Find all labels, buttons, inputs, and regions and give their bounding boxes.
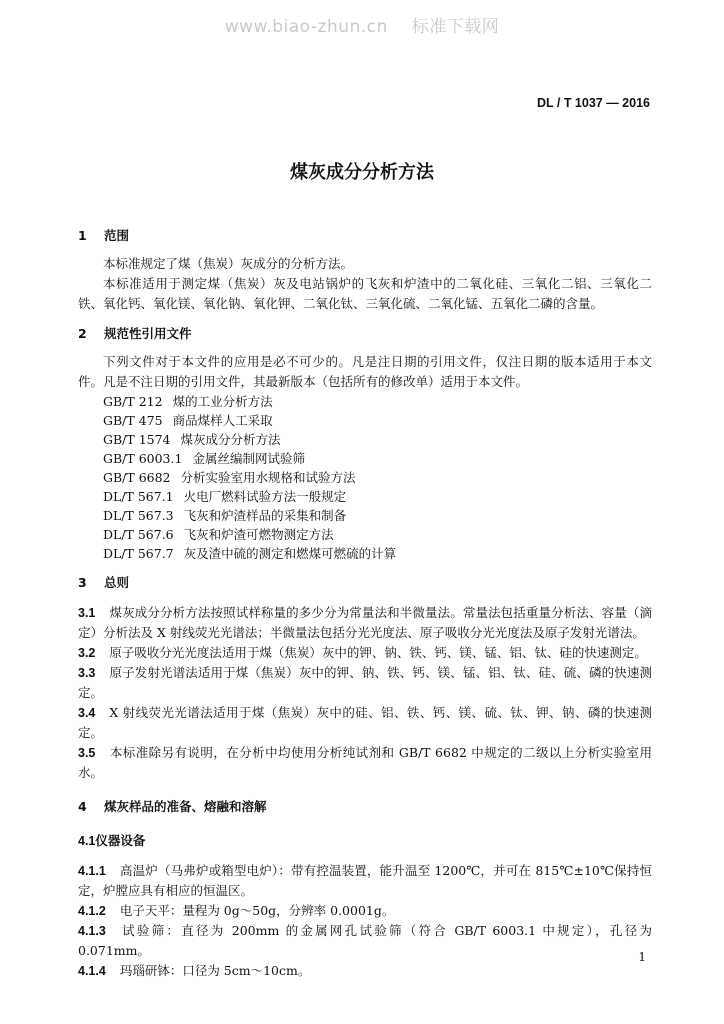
clause-text: 试验筛：直径为 200mm 的金属网孔试验筛（符合 GB/T 6003.1 中规定），孔径为 0.071mm。 [78,923,652,958]
document-body [78,226,652,981]
section-number: 1 [78,228,87,243]
section-2-heading [78,324,652,344]
clause-text: 原子发射光谱法适用于煤（焦炭）灰中的钾、钠、铁、钙、镁、锰、铝、钛、硅、硫、磷的快速测定。 [78,665,652,700]
paragraph: 下列文件对于本文件的应用是必不可少的。凡是注日期的引用文件，仅注日期的版本适用于本文件。凡是不注日期的引用文件，其最新版本（包括所有的修改单）适用于本文件。 [78,354,652,389]
clause-text: 原子吸收分光光度法适用于煤（焦炭）灰中的钾、钠、铁、钙、镁、锰、铝、钛、硅的快速测定。 [109,645,647,660]
reference-list [78,392,652,563]
clause-text: 本标准除另有说明，在分析中均使用分析纯试剂和 GB/T 6682 中规定的二级以上分析实验室用水。 [78,745,652,780]
reference-item [103,392,652,411]
clause-number: 3.2 [78,646,96,660]
subsection-title: 仪器设备 [95,833,146,848]
section-number: 2 [78,326,87,341]
clause-number: 4.1.4 [78,964,106,978]
reference-item [103,506,652,525]
reference-title: 飞灰和炉渣样品的采集和制备 [183,508,347,523]
document-number: DL / T 1037 — 2016 [536,96,650,110]
reference-item [103,430,652,449]
reference-code: GB/T 1574 [103,432,171,447]
clause [78,603,652,643]
reference-code: GB/T 6682 [103,470,171,485]
reference-title: 分析实验室用水规格和试验方法 [180,470,356,485]
section-4-heading [78,797,652,817]
subsection-number: 4.1 [78,834,96,848]
reference-title: 商品煤样人工采取 [172,413,273,428]
reference-item [103,544,652,563]
reference-code: GB/T 212 [103,394,163,409]
reference-code: DL/T 567.7 [103,546,174,561]
clause-number: 4.1.1 [78,864,106,878]
reference-item [103,468,652,487]
clause-number: 3.1 [78,606,96,620]
watermark-site: www.biao-zhun.cn [224,17,388,37]
watermark-name: 标准下载网 [411,17,500,37]
section-number: 3 [78,575,87,590]
section-1-heading [78,226,652,246]
section-number: 4 [78,799,87,814]
clause-number: 4.1.2 [78,904,106,918]
reference-code: DL/T 567.1 [103,489,174,504]
section-title: 总则 [104,575,130,590]
reference-item [103,449,652,468]
clause-number: 3.3 [78,666,96,680]
paragraph: 本标准适用于测定煤（焦炭）灰及电站锅炉的飞灰和炉渣中的二氧化硅、三氧化二铝、三氧化二铁、氧化钙、氧化镁、氧化钠、氧化钾、二氧化钛、三氧化硫、二氧化锰、五氧化二磷的含量。 [78,276,652,311]
section-title: 规范性引用文件 [104,326,192,341]
clause-text: 玛瑙研钵：口径为 5cm～10cm。 [119,963,311,978]
clause [78,861,652,901]
document-title: 煤灰成分分析方法 [290,162,434,183]
reference-code: DL/T 567.3 [103,508,174,523]
watermark [0,12,724,37]
clause [78,921,652,961]
clause [78,743,652,783]
reference-code: DL/T 567.6 [103,527,174,542]
reference-item [103,411,652,430]
reference-item [103,487,652,506]
clause [78,901,652,921]
clause-number: 4.1.3 [78,924,106,938]
clause [78,703,652,743]
clause [78,643,652,663]
reference-title: 煤灰成分分析方法 [180,432,281,447]
clause-text: 煤灰成分分析方法按照试样称量的多少分为常量法和半微量法。常量法包括重量分析法、容量（滴定）分析法及 X 射线荧光光谱法；半微量法包括分光光度法、原子吸收分光光度法及原子发射光谱法。 [78,605,652,640]
reference-code: GB/T 6003.1 [103,451,183,466]
reference-code: GB/T 475 [103,413,163,428]
clause-number: 3.5 [78,746,96,760]
section-title: 煤灰样品的准备、熔融和溶解 [104,799,267,814]
subsection-4-1-heading [78,831,652,851]
clause-text: 高温炉（马弗炉或箱型电炉）：带有控温装置，能升温至 1200℃，并可在 815℃±10℃保持恒定，炉膛应具有相应的恒温区。 [78,863,652,898]
clause-text: 电子天平：量程为 0g～50g，分辨率 0.0001g。 [119,903,395,918]
section-3-heading [78,573,652,593]
page-number: 1 [638,950,646,964]
clause [78,663,652,703]
reference-title: 灰及渣中硫的测定和燃煤可燃硫的计算 [183,546,397,561]
reference-title: 煤的工业分析方法 [172,394,273,409]
clause [78,961,652,981]
paragraph: 本标准规定了煤（焦炭）灰成分的分析方法。 [103,256,354,271]
clause-number: 3.4 [78,706,96,720]
reference-title: 火电厂燃料试验方法一般规定 [183,489,347,504]
clause-text: X 射线荧光光谱法适用于煤（焦炭）灰中的硅、铝、铁、钙、镁、硫、钛、钾、钠、磷的快速测定。 [78,705,652,740]
section-title: 范围 [104,228,130,243]
reference-title: 飞灰和炉渣可燃物测定方法 [183,527,334,542]
reference-item [103,525,652,544]
reference-title: 金属丝编制网试验筛 [192,451,305,466]
